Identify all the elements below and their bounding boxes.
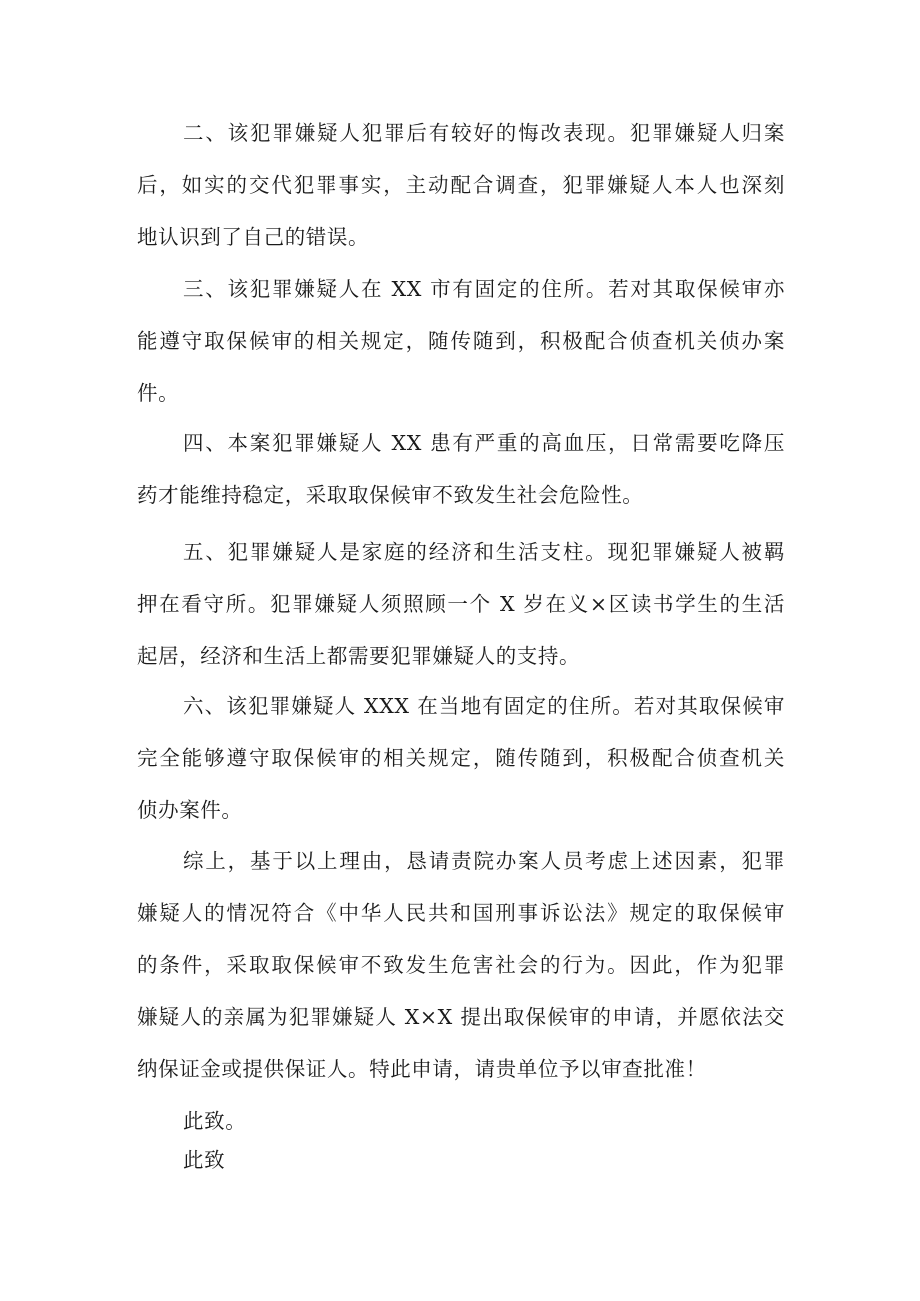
closing-line-2: 此致: [183, 1148, 226, 1172]
paragraph-6: [137, 680, 785, 836]
paragraph-line: 五、犯罪嫌疑人是家庭的经济和生活支柱。现犯罪嫌疑人被羁: [183, 540, 785, 564]
paragraph-3: [137, 263, 785, 419]
paragraph-line: 件。: [137, 381, 180, 405]
paragraph-line: 六、该犯罪嫌疑人 XXX 在当地有固定的住所。若对其取保候审: [183, 694, 785, 718]
paragraph-line: 三、该犯罪嫌疑人在 XX 市有固定的住所。若对其取保候审亦: [183, 277, 785, 301]
paragraph-line: 二、该犯罪嫌疑人犯罪后有较好的悔改表现。犯罪嫌疑人归案: [183, 121, 785, 145]
paragraph-line: 四、本案犯罪嫌疑人 XX 患有严重的高血压，日常需要吃降压: [183, 431, 785, 455]
paragraph-5: [137, 526, 785, 682]
paragraph-line: 起居，经济和生活上都需要犯罪嫌疑人的支持。: [137, 644, 581, 668]
paragraph-line: 能遵守取保候审的相关规定，随传随到，积极配合侦查机关侦办案: [137, 329, 785, 353]
paragraph-line: 地认识到了自己的错误。: [137, 225, 370, 249]
paragraph-line: 押在看守所。犯罪嫌疑人须照顾一个 X 岁在义×区读书学生的生活: [137, 592, 785, 616]
paragraph-line: 嫌疑人的亲属为犯罪嫌疑人 X×X 提出取保候审的申请，并愿依法交: [137, 1005, 785, 1029]
paragraph-line: 侦办案件。: [137, 798, 243, 822]
paragraph-line: 综上，基于以上理由，恳请责院办案人员考虑上述因素，犯罪: [183, 849, 785, 873]
paragraph-summary: [137, 835, 785, 1095]
paragraph-4: [137, 417, 785, 521]
paragraph-line: 完全能够遵守取保候审的相关规定，随传随到，积极配合侦查机关: [137, 746, 785, 770]
paragraph-line: 纳保证金或提供保证人。特此申请，请贵单位予以审查批准！: [137, 1057, 707, 1081]
paragraph-line: 药才能维持稳定，采取取保候审不致发生社会危险性。: [137, 483, 644, 507]
paragraph-line: 的条件，采取取保候审不致发生危害社会的行为。因此，作为犯罪: [137, 953, 785, 977]
closing-line-1: 此致。: [183, 1109, 247, 1133]
paragraph-line: 后，如实的交代犯罪事实，主动配合调查，犯罪嫌疑人本人也深刻: [137, 173, 785, 197]
paragraph-line: 嫌疑人的情况符合《中华人民共和国刑事诉讼法》规定的取保候审: [137, 901, 785, 925]
paragraph-2: [137, 107, 785, 263]
